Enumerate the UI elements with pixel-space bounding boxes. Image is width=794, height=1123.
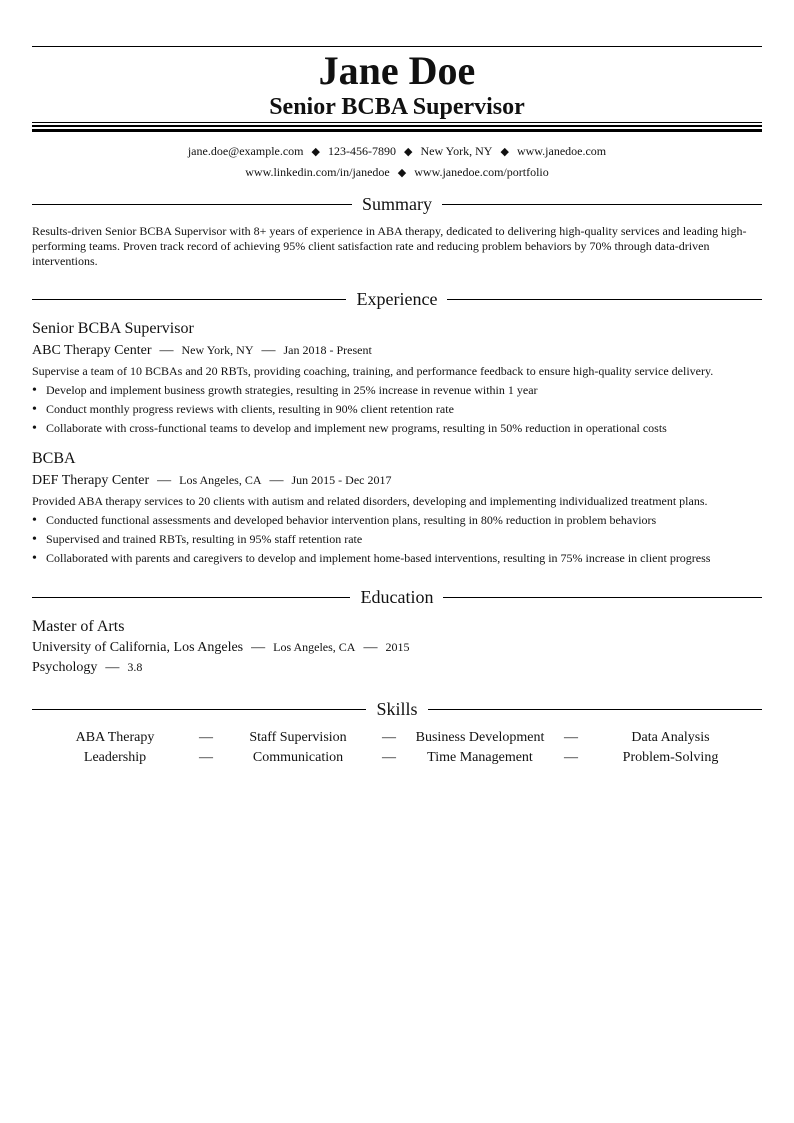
experience-heading [32,288,762,310]
header-rule-thin [32,122,762,123]
skill-item: Leadership [83,750,147,765]
skills-row [32,748,762,768]
bullet-icon: • [32,383,37,398]
skills-heading-label: Skills [366,699,427,719]
candidate-role: Senior BCBA Supervisor [269,94,525,120]
bullet-text: Supervised and trained RBTs, resulting in 95% staff retention rate [46,532,363,546]
job-meta [32,471,762,490]
diamond-separator-icon: ◆ [397,167,407,179]
skills-heading [32,698,762,720]
dash-separator: — [564,730,578,745]
dash-separator: — [382,730,396,745]
summary-text: Results-driven Senior BCBA Supervisor with 8+ years of experience in ABA therapy, dedicated to delivering high-quality services and leading high-performing teams. Proven track record of achieving 95% client satisfaction rate and reducing problem behaviors by 70% through data-driven interventions. [32,224,747,268]
list-item [32,400,762,419]
summary-heading-label: Summary [352,194,442,214]
education-school: University of California, Los Angeles [32,640,244,655]
candidate-name: Jane Doe [318,48,476,93]
bullet-icon: • [32,551,37,566]
skills-grid [32,728,762,768]
contact-line-2 [32,164,762,181]
education-year: 2015 [385,640,410,654]
diamond-separator-icon: ◆ [311,146,320,158]
job-title: BCBA [32,450,76,467]
contact-phone[interactable]: 123-456-7890 [327,144,396,158]
list-item [32,419,762,438]
skill-item: Data Analysis [631,730,710,745]
education-location: Los Angeles, CA [273,640,356,654]
bullet-text: Develop and implement business growth strategies, resulting in 25% increase in revenue within 1 year [46,383,538,397]
dash-separator: — [251,640,266,655]
education-entry [32,617,762,677]
contact-email[interactable]: jane.doe@example.com [187,144,304,158]
job-company: ABC Therapy Center [32,343,152,358]
bullet-text: Collaborate with cross-functional teams to develop and implement new programs, resulting in 50% reduction in operational costs [46,421,667,435]
skill-item: Business Development [415,730,545,745]
diamond-separator-icon: ◆ [403,146,413,158]
job-location: New York, NY [181,343,254,357]
job-dates: Jun 2015 - Dec 2017 [291,473,392,487]
job-location: Los Angeles, CA [179,473,262,487]
contact-website[interactable]: www.janedoe.com [516,144,607,158]
bullet-text: Collaborated with parents and caregivers to develop and implement home-based interventions, resulting in 75% increase in client progress [46,551,711,565]
job-entry [32,319,762,438]
dash-separator: — [564,750,578,765]
skill-item: Communication [252,750,344,765]
dash-separator: — [157,473,172,488]
job-dates: Jan 2018 - Present [283,343,372,357]
dash-separator: — [269,473,284,488]
dash-separator: — [199,750,213,765]
skills-row [32,728,762,748]
bullet-icon: • [32,532,37,547]
job-title: Senior BCBA Supervisor [32,320,194,337]
bullet-text: Conducted functional assessments and developed behavior intervention plans, resulting in 80% reduction in problem behaviors [46,513,657,527]
education-heading [32,586,762,608]
header-rule-thick [32,129,762,132]
job-bullets [32,511,762,568]
job-company: DEF Therapy Center [32,473,150,488]
experience-heading-label: Experience [347,289,448,309]
skill-item: Staff Supervision [249,730,347,745]
header-top-rule [32,46,762,47]
job-bullets [32,381,762,438]
bullet-icon: • [32,421,37,436]
skill-item: Time Management [427,750,533,765]
dash-separator: — [261,343,276,358]
education-school-line [32,638,762,657]
job-meta [32,341,762,360]
job-description: Supervise a team of 10 BCBAs and 20 RBTs, providing coaching, training, and performance feedback to ensure high-quality service delivery. [32,364,714,378]
dash-separator: — [159,343,174,358]
dash-separator: — [363,640,378,655]
list-item [32,549,762,568]
bullet-icon: • [32,513,37,528]
education-gpa: 3.8 [127,660,143,674]
bullet-text: Conduct monthly progress reviews with clients, resulting in 90% client retention rate [46,402,454,416]
dash-separator: — [105,660,120,675]
education-degree: Master of Arts [32,618,125,635]
contact-portfolio[interactable]: www.janedoe.com/portfolio [414,165,549,179]
dash-separator: — [382,750,396,765]
skill-item: Problem-Solving [622,750,719,765]
contact-linkedin[interactable]: www.linkedin.com/in/janedoe [245,165,390,179]
summary-heading [32,193,762,215]
list-item [32,530,762,549]
diamond-separator-icon: ◆ [500,146,509,158]
job-entry [32,449,762,568]
bullet-icon: • [32,402,37,417]
list-item [32,381,762,400]
education-heading-label: Education [351,587,444,607]
job-description: Provided ABA therapy services to 20 clients with autism and related disorders, developing and implementing individualized treatment plans. [32,494,708,508]
education-field: Psychology [32,660,98,675]
dash-separator: — [199,730,213,745]
skill-item: ABA Therapy [75,730,155,745]
list-item [32,511,762,530]
education-field-line [32,658,762,677]
contact-location: New York, NY [420,144,493,158]
header-rule-medium [32,125,762,127]
contact-line-1 [32,143,762,160]
